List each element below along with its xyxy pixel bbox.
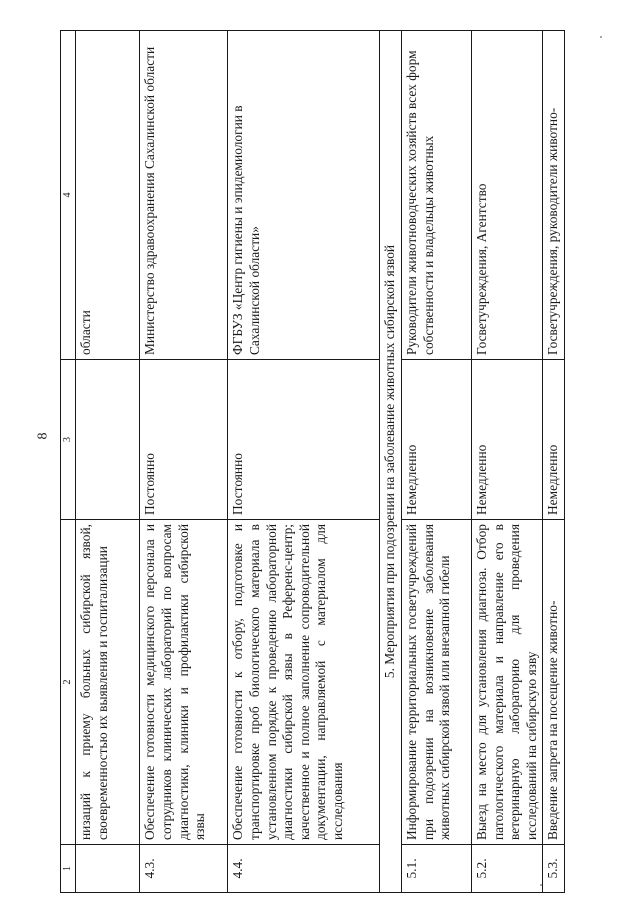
responsible-text: Госветучреждения, Агентство — [472, 31, 543, 360]
responsible-text: Госветучреждения, руководители животно- — [543, 31, 565, 360]
measure-text: низаций к приему больных сибирской язвой, своевременностью их выявления и госпитализации — [76, 520, 140, 845]
responsible-text: области — [76, 31, 140, 360]
rotated-table-sheet — [60, 31, 582, 893]
table-row — [472, 31, 543, 893]
responsible-text: ФГБУЗ «Центр гигиены и эпидемиологии в Сахалинской области» — [228, 31, 380, 360]
page-number: 8 — [35, 432, 51, 440]
column-number-row — [61, 31, 76, 893]
row-number: 5.2. — [472, 845, 543, 893]
table-row — [76, 31, 140, 893]
table-row — [543, 31, 565, 893]
table-row — [228, 31, 380, 893]
measure-text: Информирование территориальных госветучреждений при подозрении на возникновение заболевания животных сибирской язвой или внезапной гибели — [402, 520, 472, 845]
col-number-3: 3 — [61, 360, 76, 520]
col-number-1: 1 — [61, 845, 76, 893]
term-text: Немедленно — [543, 360, 565, 520]
term-text: Немедленно — [472, 360, 543, 520]
term-text — [76, 360, 140, 520]
measure-text: Обеспечение готовности к отбору, подготовке и транспортировке проб биологического материала в установленном порядке к проведению лабораторной диагностики сибирской язвы в Референс-центр; качественное и полное заполнение сопроводительной документации, направляемой с материалом для исследования — [228, 520, 380, 845]
section-title: 5. Мероприятия при подозрении на заболевание животных сибирской язвой — [380, 31, 402, 893]
row-number: 4.4. — [228, 845, 380, 893]
measure-text: Введение запрета на посещение животно- — [543, 520, 565, 845]
col-number-2: 2 — [61, 520, 76, 845]
measure-text: Выезд на место для установления диагноза. Отбор патологического материала и направление его в ветеринарную лабораторию для проведения исследований на сибирскую язву — [472, 520, 543, 845]
responsible-text: Руководители животноводческих хозяйств всех форм собственности и владельцы животных — [402, 31, 472, 360]
row-number — [76, 845, 140, 893]
term-text: Постоянно — [140, 360, 228, 520]
measures-table — [60, 30, 565, 893]
scan-speck — [600, 36, 602, 38]
table-row — [140, 31, 228, 893]
measure-text: Обеспечение готовности медицинского персонала и сотрудников клинических лабораторий по вопросам диагностики, клиники и профилактики сибирской язвы — [140, 520, 228, 845]
row-number: 4.3. — [140, 845, 228, 893]
table-row — [402, 31, 472, 893]
term-text: Немедленно — [402, 360, 472, 520]
responsible-text: Министерство здравоохранения Сахалинской области — [140, 31, 228, 360]
row-number: 5.3. — [543, 845, 565, 893]
section-row — [380, 31, 402, 893]
term-text: Постоянно — [228, 360, 380, 520]
row-number: 5.1. — [402, 845, 472, 893]
col-number-4: 4 — [61, 31, 76, 360]
